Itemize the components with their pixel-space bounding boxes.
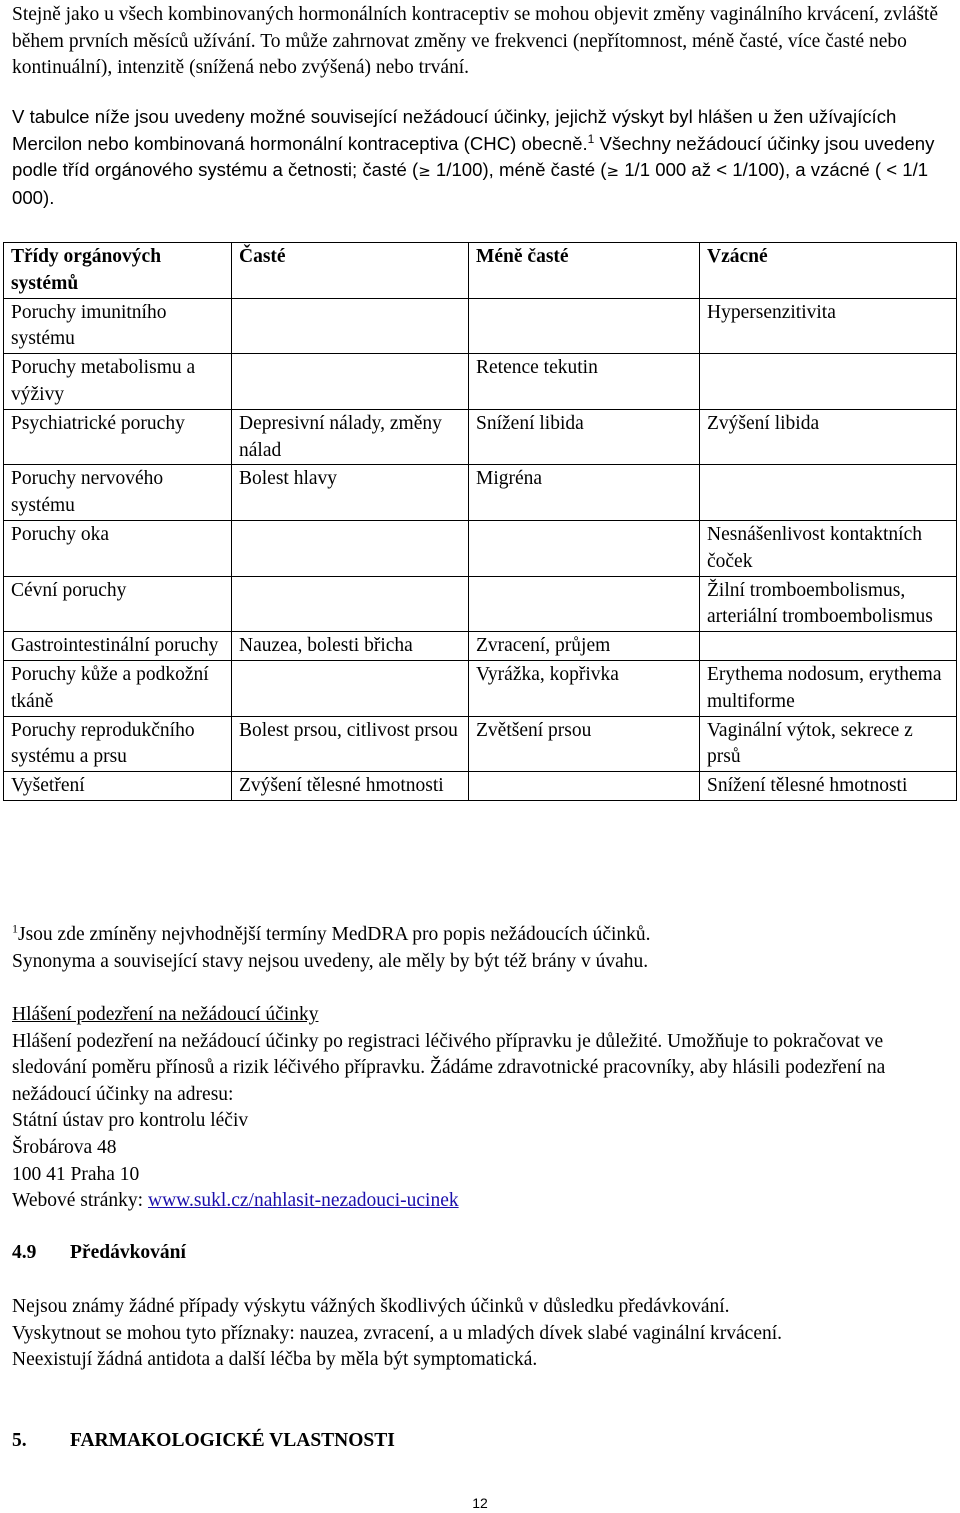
table-row: [4, 632, 957, 661]
table-row: [4, 409, 957, 465]
table-header-row: [4, 243, 957, 299]
cell-rare: Zvýšení libida: [700, 409, 957, 465]
cell-uncommon: [469, 772, 700, 801]
cell-organ-class: Gastrointestinální poruchy: [4, 632, 232, 661]
section-title: Předávkování: [70, 1242, 186, 1263]
reporting-street: Šrobárova 48: [12, 1136, 117, 1158]
intro-text-c: 1/100), méně časté (: [430, 159, 607, 181]
cell-uncommon: Vyrážka, kopřivka: [469, 660, 700, 716]
cell-common: [232, 298, 469, 354]
table-row: [4, 576, 957, 632]
section-number: 5.: [12, 1430, 27, 1451]
section-number: 4.9: [12, 1242, 37, 1263]
footnote-marker: 1: [12, 921, 18, 936]
reporting-heading: Hlášení podezření na nežádoucí účinky: [12, 1004, 319, 1025]
sukl-report-link[interactable]: www.sukl.cz/nahlasit-nezadouci-ucinek: [147, 1190, 459, 1212]
cell-uncommon: [469, 520, 700, 576]
cell-organ-class: Poruchy kůže a podkožní tkáně: [4, 660, 232, 716]
overdose-line1: Nejsou známy žádné případy výskytu vážných škodlivých účinků v důsledku předávkování.: [12, 1296, 730, 1317]
reporting-section: [12, 1002, 952, 1215]
cell-uncommon: Migréna: [469, 465, 700, 521]
cell-rare: [700, 465, 957, 521]
footnote-line2: Synonyma a související stavy nejsou uvedeny, ale měly by být též brány v úvahu.: [12, 950, 649, 972]
reporting-web: [12, 1188, 952, 1215]
cell-organ-class: Poruchy oka: [4, 520, 232, 576]
cell-common: Depresivní nálady, změny nálad: [232, 409, 469, 465]
intro-paragraph-bleeding: Stejně jako u všech kombinovaných hormonálních kontraceptiv se mohou objevit změny vaginálního krvácení, zvláště během prvních měsíců užívání. To může zahrnovat změny ve frekvenci (nepřítomnost, méně časté, více časté nebo kontinuální), intenzitě (snížená nebo zvýšená) nebo trvání.: [12, 4, 939, 79]
cell-organ-class: Poruchy reprodukčního systému a prsu: [4, 716, 232, 772]
cell-organ-class: Poruchy metabolismu a výživy: [4, 354, 232, 410]
footnote-ref: 1: [587, 131, 595, 146]
table-row: [4, 660, 957, 716]
cell-organ-class: Vyšetření: [4, 772, 232, 801]
cell-common: [232, 576, 469, 632]
cell-uncommon: Zvětšení prsou: [469, 716, 700, 772]
table-row: [4, 465, 957, 521]
footnote-line1: Jsou zde zmíněny nejvhodnější termíny MedDRA pro popis nežádoucích účinků.: [18, 924, 651, 945]
intro-text-a: V tabulce níže jsou uvedeny možné související nežádoucí účinky, jejichž výskyt byl hlášen u žen užívajících Mercilon nebo kombinovaná hormonální kontraceptiva (CHC) obecně.: [12, 106, 897, 154]
cell-organ-class: Cévní poruchy: [4, 576, 232, 632]
cell-common: Bolest prsou, citlivost prsou: [232, 716, 469, 772]
header-organ-class: Třídy orgánových systémů: [4, 243, 232, 299]
cell-rare: Vaginální výtok, sekrece z prsů: [700, 716, 957, 772]
cell-common: [232, 660, 469, 716]
cell-rare: Snížení tělesné hmotnosti: [700, 772, 957, 801]
table-row: [4, 716, 957, 772]
cell-organ-class: Poruchy imunitního systému: [4, 298, 232, 354]
section-heading-5: [12, 1428, 395, 1455]
cell-common: Nauzea, bolesti břicha: [232, 632, 469, 661]
cell-common: Zvýšení tělesné hmotnosti: [232, 772, 469, 801]
page-number: 12: [472, 1495, 488, 1511]
overdose-line3: Neexistují žádná antidota a další léčba by měla být symptomatická.: [12, 1349, 538, 1371]
header-uncommon: Méně časté: [469, 243, 700, 299]
adverse-effects-table: [3, 242, 957, 801]
overdose-text: [12, 1294, 952, 1374]
ge-symbol: ≥: [606, 162, 620, 181]
reporting-city: 100 41 Praha 10: [12, 1163, 140, 1185]
web-label: Webové stránky:: [12, 1190, 148, 1212]
cell-rare: [700, 632, 957, 661]
ge-symbol: ≥: [418, 162, 431, 181]
table-row: [4, 772, 957, 801]
cell-rare: Žilní tromboembolismus, arteriální tromboembolismus: [700, 576, 957, 632]
cell-common: Bolest hlavy: [232, 465, 469, 521]
cell-rare: Hypersenzitivita: [700, 298, 957, 354]
overdose-line2: Vyskytnout se mohou tyto příznaky: nauzea, zvracení, a u mladých dívek slabé vaginální krvácení.: [12, 1322, 783, 1344]
reporting-org: Státní ústav pro kontrolu léčiv: [12, 1110, 249, 1132]
cell-uncommon: Zvracení, průjem: [469, 632, 700, 661]
section-heading-4-9: [12, 1240, 186, 1267]
cell-common: [232, 354, 469, 410]
cell-organ-class: Psychiatrické poruchy: [4, 409, 232, 465]
cell-uncommon: [469, 298, 700, 354]
table-row: [4, 520, 957, 576]
cell-uncommon: Snížení libida: [469, 409, 700, 465]
cell-uncommon: Retence tekutin: [469, 354, 700, 410]
intro-text-d: 1/1 000 až < 1/100), a vzácné ( < 1/1 000).: [12, 159, 929, 208]
cell-rare: [700, 354, 957, 410]
header-common: Časté: [232, 243, 469, 299]
section-title: FARMAKOLOGICKÉ VLASTNOSTI: [70, 1430, 395, 1451]
table-row: [4, 298, 957, 354]
cell-common: [232, 520, 469, 576]
cell-organ-class: Poruchy nervového systému: [4, 465, 232, 521]
cell-uncommon: [469, 576, 700, 632]
cell-rare: Nesnášenlivost kontaktních čoček: [700, 520, 957, 576]
intro-paragraph-table: [12, 104, 952, 211]
intro-text-b: Všechny nežádoucí účinky jsou uvedeny podle tříd orgánového systému a četnosti; časté (: [12, 132, 935, 181]
header-rare: Vzácné: [700, 243, 957, 299]
table-row: [4, 354, 957, 410]
footnote: [12, 922, 952, 975]
cell-rare: Erythema nodosum, erythema multiforme: [700, 660, 957, 716]
reporting-body: Hlášení podezření na nežádoucí účinky po registraci léčivého přípravku je důležité. Umožňuje to pokračovat ve sledování poměru přínosů a rizik léčivého přípravku. Žádáme zdravotnické pracovníky, aby hlásili podezření na nežádoucí účinky na adresu:: [12, 1030, 886, 1105]
